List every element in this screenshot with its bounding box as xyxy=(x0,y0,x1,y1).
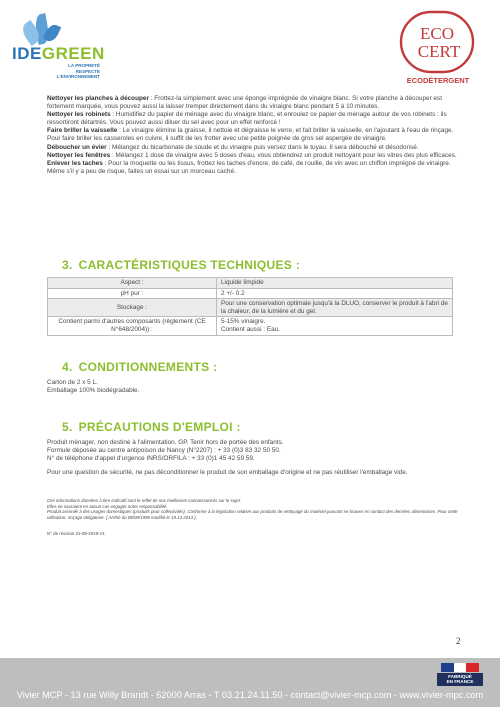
spec-key: Aspect : xyxy=(48,278,217,289)
revision-number: N° de révision 21-08-2019-V1 xyxy=(47,531,105,536)
list-item: N° de téléphone d'appel d'urgence INRS/ORFILA : + 33 (0)1 45 42 59 59. xyxy=(47,455,255,463)
spec-key: Stockage : xyxy=(48,299,217,317)
spec-value: 2 +/- 0.2 xyxy=(217,288,453,299)
list-item: Carton de 2 x 5 L. xyxy=(47,379,98,386)
spec-value: 5-15% vinaigre. Contient aussi : Eau. xyxy=(217,317,453,335)
list-item: Formule déposée au centre antipoison de Nancy (N°2207) : + 33 (0)3 83 32 50 50. xyxy=(47,447,281,455)
svg-text:CERT: CERT xyxy=(417,42,461,61)
packaging-list xyxy=(47,379,459,395)
table-row xyxy=(48,288,453,299)
section-title-precautions: 5. PRÉCAUTIONS D'EMPLOI : xyxy=(62,420,241,434)
safety-note: Pour une question de sécurité, ne pas déconditionner le produit de son emballage d'origine et ne pas réutiliser l'emballage vide. xyxy=(47,469,408,476)
spec-value: Pour une conservation optimale jusqu'à la DLUO, conserver le produit à l'abri de la chaleur, de la lumière et du gel. xyxy=(217,299,453,317)
french-flag-icon xyxy=(441,663,479,672)
svg-text:ECO: ECO xyxy=(420,24,454,43)
table-row xyxy=(48,317,453,335)
spec-key: Contient parmi d'autres composants (règlement (CE N°648/2004)) : xyxy=(48,317,217,335)
table-row xyxy=(48,278,453,289)
usage-item: Déboucher un évier : Mélangez du bicarbonate de soude et du vinaigre puis versez dans le tuyau. Il sera débouché et désodorisé. xyxy=(47,143,419,151)
usage-item: Nettoyer les planches à découper : Frottez-la simplement avec une éponge imprégnée de vinaigre blanc. Si votre planche à découper est fortement marquée, vous pouvez aussi la laisser tremper directement dans du vinaigre blanc pendant 5 à 10 minutes. xyxy=(47,95,443,111)
usage-item: Faire briller la vaisselle : Le vinaigre élimine la graisse, il nettoie et dégraisse le verre, et fait briller la vaisselle, en l'ajoutant à l'eau de rinçage. Pour faire briller les casseroles en cuivre, il suffit de les frotter avec une petite poignée de gros sel aspergée de vinaigre. xyxy=(47,127,454,143)
specs-table xyxy=(47,277,453,336)
precautions-list xyxy=(47,439,459,463)
usage-list xyxy=(47,95,459,176)
table-row xyxy=(48,299,453,317)
disclaimer: Ces informations données à titre indicatif sont le reflet de nos meilleures connaissances sur le sujet. Elles ne sauraient en aucun cas engager notre responsabilité. Produit assimilé à des usages domestiques (produits pour collectivités). Conforme à la législation relative aux produits de nettoyage du matériel pouvant se trouver en contact des denrées alimentaires. Pour cette utilisation, rinçage obligatoire. ( Arrêté du 08/09/1999 modifié le 19.12.2013 ). xyxy=(47,498,458,520)
ecocert-logo xyxy=(399,10,475,74)
usage-item: Nettoyer les fenêtres : Mélangez 1 dose de vinaigre avec 5 doses d'eau, vous obtiendrez un produit nettoyant pour les vitres des plus efficaces. xyxy=(47,151,457,159)
brand-tagline: LA PROPRETÉ RESPECTE L'ENVIRONNEMENT xyxy=(56,63,100,79)
usage-item: Enlever les taches : Pour la moquette ou les tissus, frottez les taches d'encre, de café, de rouille, de vin avec un chiffon imprégné de vinaigre. Même s'il y a peu de risque, faites un essai sur un morceau caché. xyxy=(47,159,451,175)
footer-contact: Vivier MCP - 13 rue Willy Brandt - 62000 Arras - T 03.21.24.11.50 - contact@vivier-mcp.com - www.vivier-mpc.com xyxy=(16,690,484,700)
usage-item: Nettoyer les robinets : Humidifiez du papier de ménage avec du vinaigre blanc, et enroulez ce papier de ménage autour de vos robinets : ils ressortiront détartrés. Vous pouvez aussi diluer du sel avec pour un effet renforcé ! xyxy=(47,111,447,127)
made-in-france-badge: FABRIQUÉ EN FRANCE xyxy=(437,673,483,686)
list-item: Produit ménager, non destiné à l'alimentation. GP. Tenir hors de portée des enfants. xyxy=(47,439,284,446)
list-item: Emballage 100% biodégradable. xyxy=(47,387,140,395)
brand-name: IDEGREEN xyxy=(12,44,105,63)
section-title-packaging: 4. CONDITIONNEMENTS : xyxy=(62,360,218,374)
section-title-characteristics: 3. CARACTÉRISTIQUES TECHNIQUES : xyxy=(62,258,300,272)
spec-value: Liquide limpide xyxy=(217,278,453,289)
spec-key: pH pur : xyxy=(48,288,217,299)
ecodetergent-label: ECODÉTERGENT xyxy=(406,76,470,85)
page-number: 2 xyxy=(456,636,461,646)
